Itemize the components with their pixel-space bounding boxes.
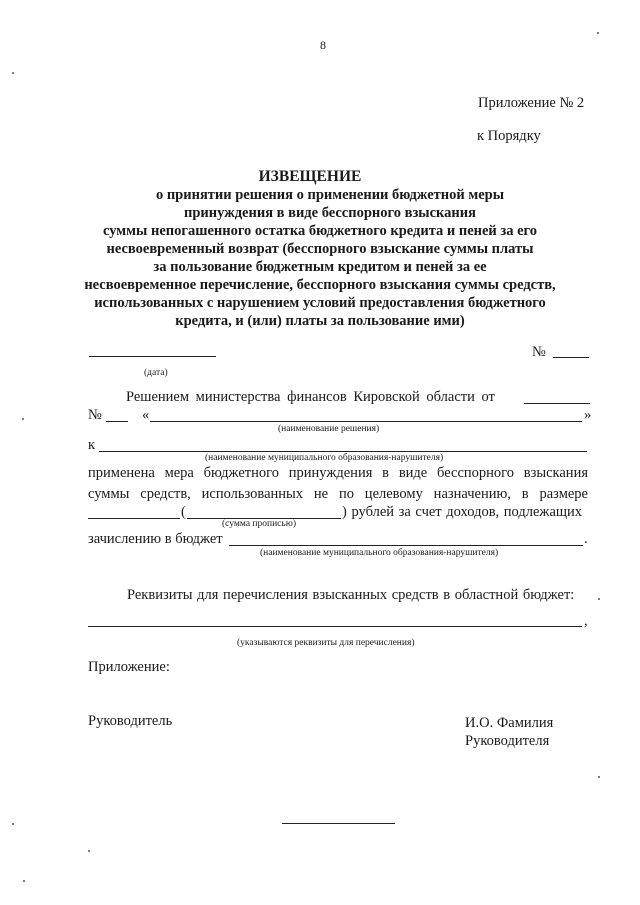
title-line-2: принуждения в виде бесспорного взыскания	[184, 205, 476, 221]
requisites-comma: ,	[584, 613, 588, 629]
signature-name: И.О. Фамилия	[465, 715, 554, 731]
notice-title: ИЗВЕЩЕНИЕ	[258, 168, 362, 185]
title-line-1: о принятии решения о применении бюджетной меры	[155, 187, 505, 203]
municipality-line	[99, 451, 587, 452]
bottom-separator	[282, 823, 395, 824]
scan-speck	[12, 72, 14, 74]
scan-speck	[22, 418, 24, 420]
signature-role: Руководитель	[88, 713, 173, 729]
scan-speck	[597, 32, 599, 34]
measure-line-2: суммы средств, использованных не по целевому назначению, в размере	[88, 486, 588, 502]
open-paren: (	[181, 504, 186, 520]
decision-text: Решением министерства финансов Кировской области от	[126, 389, 495, 405]
scan-speck	[598, 598, 600, 600]
municipality-caption: (наименование муниципального образования-нарушителя)	[205, 453, 444, 463]
document-number-line	[553, 357, 589, 358]
date-caption: (дата)	[144, 368, 168, 378]
title-line-8: кредита, и (или) платы за пользование ими)	[175, 313, 465, 329]
decision-date-line	[524, 403, 590, 404]
scan-speck	[23, 880, 25, 882]
decision-number-line	[106, 421, 128, 422]
measure-line-1: применена мера бюджетного принуждения в виде бесспорного взыскания	[88, 465, 588, 481]
title-line-5: за пользование бюджетным кредитом и пеней за ее	[153, 259, 487, 275]
scan-speck	[88, 850, 90, 852]
scan-speck	[12, 823, 14, 825]
decision-name-line	[150, 421, 582, 422]
date-field-line	[89, 356, 216, 357]
amount-digits-line	[88, 518, 180, 519]
appendix-number: Приложение № 2	[478, 95, 585, 111]
requisites-heading: Реквизиты для перечисления взысканных средств в областной бюджет:	[127, 587, 575, 603]
municipality-caption-2: (наименование муниципального образования-нарушителя)	[260, 548, 499, 558]
amount-caption: (сумма прописью)	[222, 519, 296, 529]
quote-close: »	[584, 407, 592, 423]
budget-line	[229, 545, 583, 546]
budget-period: .	[584, 531, 588, 547]
requisites-caption: (указываются реквизиты для перечисления)	[237, 638, 415, 648]
title-line-3: суммы непогашенного остатка бюджетного кредита и пеней за его	[102, 223, 538, 239]
document-number-label: №	[532, 344, 546, 360]
quote-open: «	[142, 407, 150, 423]
to-prefix: к	[88, 437, 96, 453]
requisites-line	[88, 626, 582, 627]
title-line-6: несвоевременное перечисление, бесспорного взыскания суммы средств,	[84, 277, 556, 293]
decision-caption: (наименование решения)	[278, 424, 380, 434]
budget-text: зачислению в бюджет	[88, 531, 223, 547]
signature-name-2: Руководителя	[465, 733, 550, 749]
scan-speck	[598, 776, 600, 778]
page-number: 8	[320, 38, 326, 52]
title-line-7: использованных с нарушением условий предоставления бюджетного	[94, 295, 546, 311]
appendix-order: к Порядку	[477, 128, 541, 144]
decision-number-label: №	[88, 407, 102, 423]
rubles-text: ) рублей за счет доходов, подлежащих	[342, 504, 583, 520]
title-line-4: несвоевременный возврат (бесспорного взыскание суммы платы	[106, 241, 534, 257]
attachment-label: Приложение:	[88, 659, 170, 675]
